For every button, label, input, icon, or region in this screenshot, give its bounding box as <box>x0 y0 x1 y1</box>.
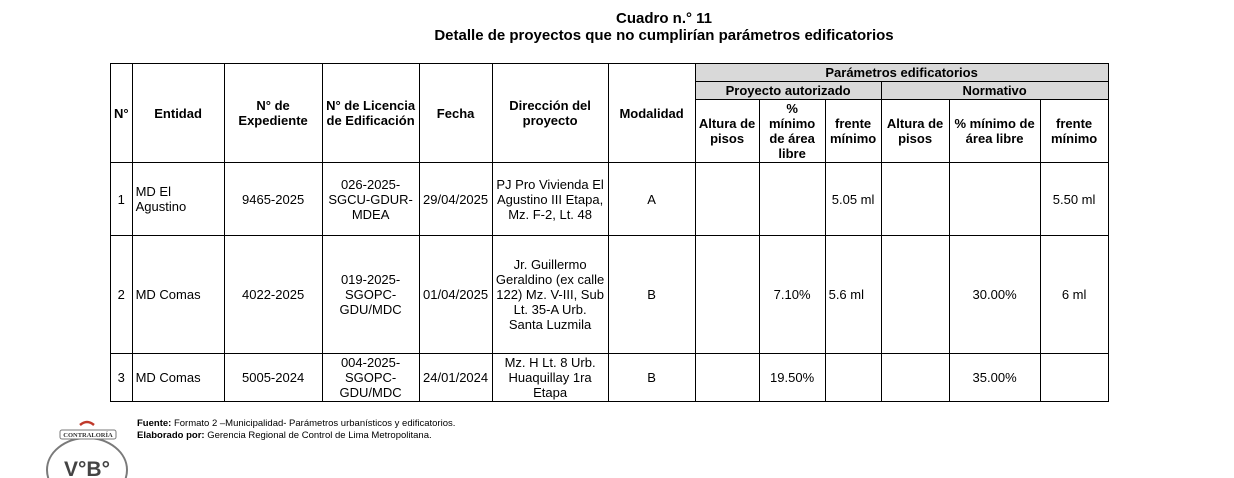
cell-aut-frente: 5.6 ml <box>825 236 881 354</box>
cell-aut-area <box>759 163 825 236</box>
cell-direccion: Jr. Guillermo Geraldino (ex calle 122) Mz. V-III, Sub Lt. 35-A Urb. Santa Luzmila <box>492 236 608 354</box>
cell-nor-altura <box>881 236 949 354</box>
cell-nor-area <box>949 163 1040 236</box>
cell-aut-area: 19.50% <box>759 354 825 402</box>
cell-direccion: PJ Pro Vivienda El Agustino III Etapa, Mz. F-2, Lt. 48 <box>492 163 608 236</box>
footer-prepared-by <box>137 430 432 442</box>
table-row <box>111 236 1109 354</box>
header-parametros: Parámetros edificatorios <box>695 64 1108 82</box>
projects-table <box>110 63 1109 402</box>
header-entidad: Entidad <box>132 64 224 163</box>
header-normativo: Normativo <box>881 82 1108 100</box>
cell-n: 1 <box>111 163 133 236</box>
cell-nor-frente <box>1040 354 1108 402</box>
cell-aut-frente <box>825 354 881 402</box>
cell-nor-area: 35.00% <box>949 354 1040 402</box>
cell-nor-altura <box>881 163 949 236</box>
cell-modalidad: B <box>608 354 695 402</box>
footer-prepared-text: Gerencia Regional de Control de Lima Metropolitana. <box>204 430 432 441</box>
cell-aut-altura <box>695 354 759 402</box>
header-direccion: Dirección del proyecto <box>492 64 608 163</box>
cell-expediente: 9465-2025 <box>224 163 322 236</box>
header-licencia: N° de Licencia de Edificación <box>322 64 419 163</box>
cell-entidad: MD Comas <box>132 236 224 354</box>
cell-entidad: MD El Agustino <box>132 163 224 236</box>
header-aut-altura: Altura de pisos <box>695 100 759 163</box>
cell-fecha: 29/04/2025 <box>419 163 492 236</box>
contraloria-seal-icon <box>40 418 135 478</box>
header-nor-area: % mínimo de área libre <box>949 100 1040 163</box>
header-nor-altura: Altura de pisos <box>881 100 949 163</box>
cell-licencia: 004-2025-SGOPC-GDU/MDC <box>322 354 419 402</box>
header-autorizado: Proyecto autorizado <box>695 82 881 100</box>
header-n: N° <box>111 64 133 163</box>
cell-nor-frente: 5.50 ml <box>1040 163 1108 236</box>
footer-source-text: Formato 2 –Municipalidad- Parámetros urbanísticos y edificatorios. <box>171 418 456 429</box>
cell-expediente: 4022-2025 <box>224 236 322 354</box>
svg-text:CONTRALORÍA: CONTRALORÍA <box>63 432 113 439</box>
cell-n: 3 <box>111 354 133 402</box>
cell-nor-altura <box>881 354 949 402</box>
header-nor-frente: frente mínimo <box>1040 100 1108 163</box>
header-aut-area: % mínimo de área libre <box>759 100 825 163</box>
footer-prepared-label: Elaborado por: <box>137 430 205 441</box>
svg-text:V°B°: V°B° <box>64 458 110 478</box>
cell-licencia: 026-2025-SGCU-GDUR-MDEA <box>322 163 419 236</box>
cell-aut-area: 7.10% <box>759 236 825 354</box>
header-modalidad: Modalidad <box>608 64 695 163</box>
cell-modalidad: A <box>608 163 695 236</box>
cell-fecha: 24/01/2024 <box>419 354 492 402</box>
caption-number: Cuadro n.° 11 <box>615 10 713 27</box>
footer-source <box>137 418 455 430</box>
cell-expediente: 5005-2024 <box>224 354 322 402</box>
caption-title: Detalle de proyectos que no cumplirían parámetros edificatorios <box>434 27 894 44</box>
header-aut-frente: frente mínimo <box>825 100 881 163</box>
cell-direccion: Mz. H Lt. 8 Urb. Huaquillay 1ra Etapa <box>492 354 608 402</box>
header-expediente: N° de Expediente <box>224 64 322 163</box>
cell-nor-area: 30.00% <box>949 236 1040 354</box>
cell-n: 2 <box>111 236 133 354</box>
table-row <box>111 163 1109 236</box>
header-fecha: Fecha <box>419 64 492 163</box>
cell-aut-altura <box>695 163 759 236</box>
cell-licencia: 019-2025-SGOPC-GDU/MDC <box>322 236 419 354</box>
cell-aut-frente: 5.05 ml <box>825 163 881 236</box>
footer-source-label: Fuente: <box>137 418 172 429</box>
cell-fecha: 01/04/2025 <box>419 236 492 354</box>
cell-nor-frente: 6 ml <box>1040 236 1108 354</box>
cell-aut-altura <box>695 236 759 354</box>
table-row <box>111 354 1109 402</box>
cell-entidad: MD Comas <box>132 354 224 402</box>
cell-modalidad: B <box>608 236 695 354</box>
